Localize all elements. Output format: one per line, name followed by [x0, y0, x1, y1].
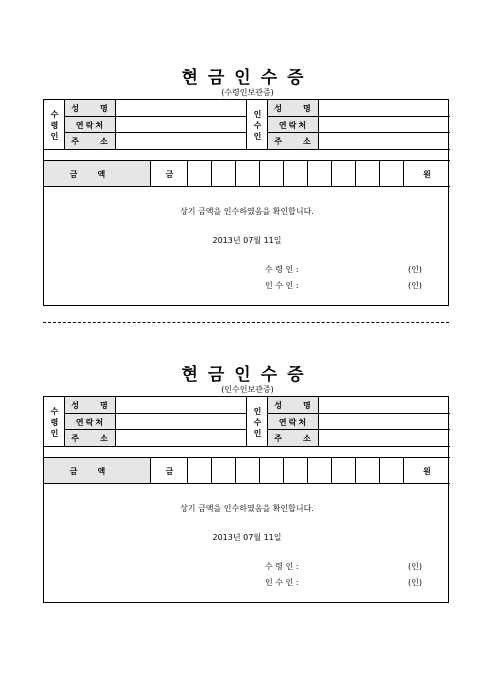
taker-name-field[interactable] [319, 100, 450, 117]
amount-digit-cell[interactable] [356, 458, 380, 484]
spacer-row [44, 447, 450, 458]
receipt-form [43, 99, 449, 306]
amount-digit-cell[interactable] [380, 161, 404, 187]
taker-contact-field[interactable] [319, 117, 450, 133]
taker-name-field[interactable] [319, 397, 450, 414]
receiver-name-label: 성 명 [71, 104, 110, 113]
amount-digit-cell[interactable] [308, 458, 332, 484]
taker-contact-label: 연락처 [278, 120, 309, 130]
receiver-name-field[interactable] [116, 100, 247, 117]
amount-digit-cell[interactable] [260, 161, 284, 187]
receipt-title: 현금인수증 [181, 68, 314, 88]
receiver-address-label: 주 소 [71, 434, 110, 443]
amount-digit-cell[interactable] [236, 458, 260, 484]
amount-digit-cell[interactable] [188, 458, 212, 484]
taker-seal: (인) [408, 281, 422, 290]
amount-prefix: 금 [165, 169, 174, 179]
taker-address-field[interactable] [319, 430, 450, 447]
receiver-name-field[interactable] [116, 397, 247, 414]
receiver-contact-label: 연락처 [75, 120, 106, 130]
amount-digit-cell[interactable] [332, 161, 356, 187]
amount-digit-cell[interactable] [380, 458, 404, 484]
amount-digit-cell[interactable] [260, 458, 284, 484]
taker-signature-label: 인 수 인 : [265, 578, 299, 587]
receipt-subtitle: (인수인보관증) [221, 385, 274, 394]
amount-digit-cell[interactable] [308, 161, 332, 187]
taker-contact-label: 연락처 [278, 417, 309, 427]
amount-suffix: 원 [423, 466, 431, 476]
receiver-address-label: 주 소 [71, 137, 110, 146]
receiver-address-field[interactable] [116, 430, 247, 447]
receipt-subtitle: (수령인보관증) [221, 88, 274, 97]
taker-address-label: 주 소 [274, 434, 313, 443]
taker-address-field[interactable] [319, 133, 450, 150]
amount-digit-cell[interactable] [356, 161, 380, 187]
taker-name-label: 성 명 [274, 104, 313, 113]
receipt-title: 현금인수증 [181, 365, 314, 385]
receiver-contact-label: 연락처 [75, 417, 106, 427]
receiver-contact-field[interactable] [116, 117, 247, 133]
receiver-seal: (인) [408, 265, 422, 274]
taker-seal: (인) [408, 578, 422, 587]
receipt-form [43, 396, 449, 603]
receiver-seal: (인) [408, 562, 422, 571]
amount-digit-cell[interactable] [212, 458, 236, 484]
confirmation-statement: 상기 금액을 인수하였음을 확인합니다. [180, 504, 314, 513]
taker-name-label: 성 명 [274, 401, 313, 410]
amount-suffix: 원 [423, 169, 431, 179]
taker-address-label: 주 소 [274, 137, 313, 146]
receiver-address-field[interactable] [116, 133, 247, 150]
taker-label: 인 수 인 [253, 406, 262, 438]
receiver-signature-label: 수 령 인 : [265, 265, 299, 274]
amount-label: 금액 [69, 169, 126, 179]
amount-digit-cell[interactable] [332, 458, 356, 484]
receipt-date: 2013년 07월 11일 [212, 533, 282, 542]
receiver-name-label: 성 명 [71, 401, 110, 410]
confirmation-statement: 상기 금액을 인수하였음을 확인합니다. [180, 207, 314, 216]
taker-signature-label: 인 수 인 : [265, 281, 299, 290]
receipt-date: 2013년 07월 11일 [212, 236, 282, 245]
amount-prefix: 금 [165, 466, 174, 476]
receiver-contact-field[interactable] [116, 414, 247, 430]
taker-label: 인 수 인 [253, 109, 262, 141]
spacer-row [44, 150, 450, 161]
amount-digit-cell[interactable] [284, 161, 308, 187]
amount-digit-cell[interactable] [212, 161, 236, 187]
cut-line [43, 322, 449, 323]
amount-digit-cell[interactable] [284, 458, 308, 484]
amount-label: 금액 [69, 466, 126, 476]
receiver-label: 수 령 인 [50, 109, 59, 141]
receiver-signature-label: 수 령 인 : [265, 562, 299, 571]
taker-contact-field[interactable] [319, 414, 450, 430]
receiver-label: 수 령 인 [50, 406, 59, 438]
amount-digit-cell[interactable] [236, 161, 260, 187]
amount-digit-cell[interactable] [188, 161, 212, 187]
